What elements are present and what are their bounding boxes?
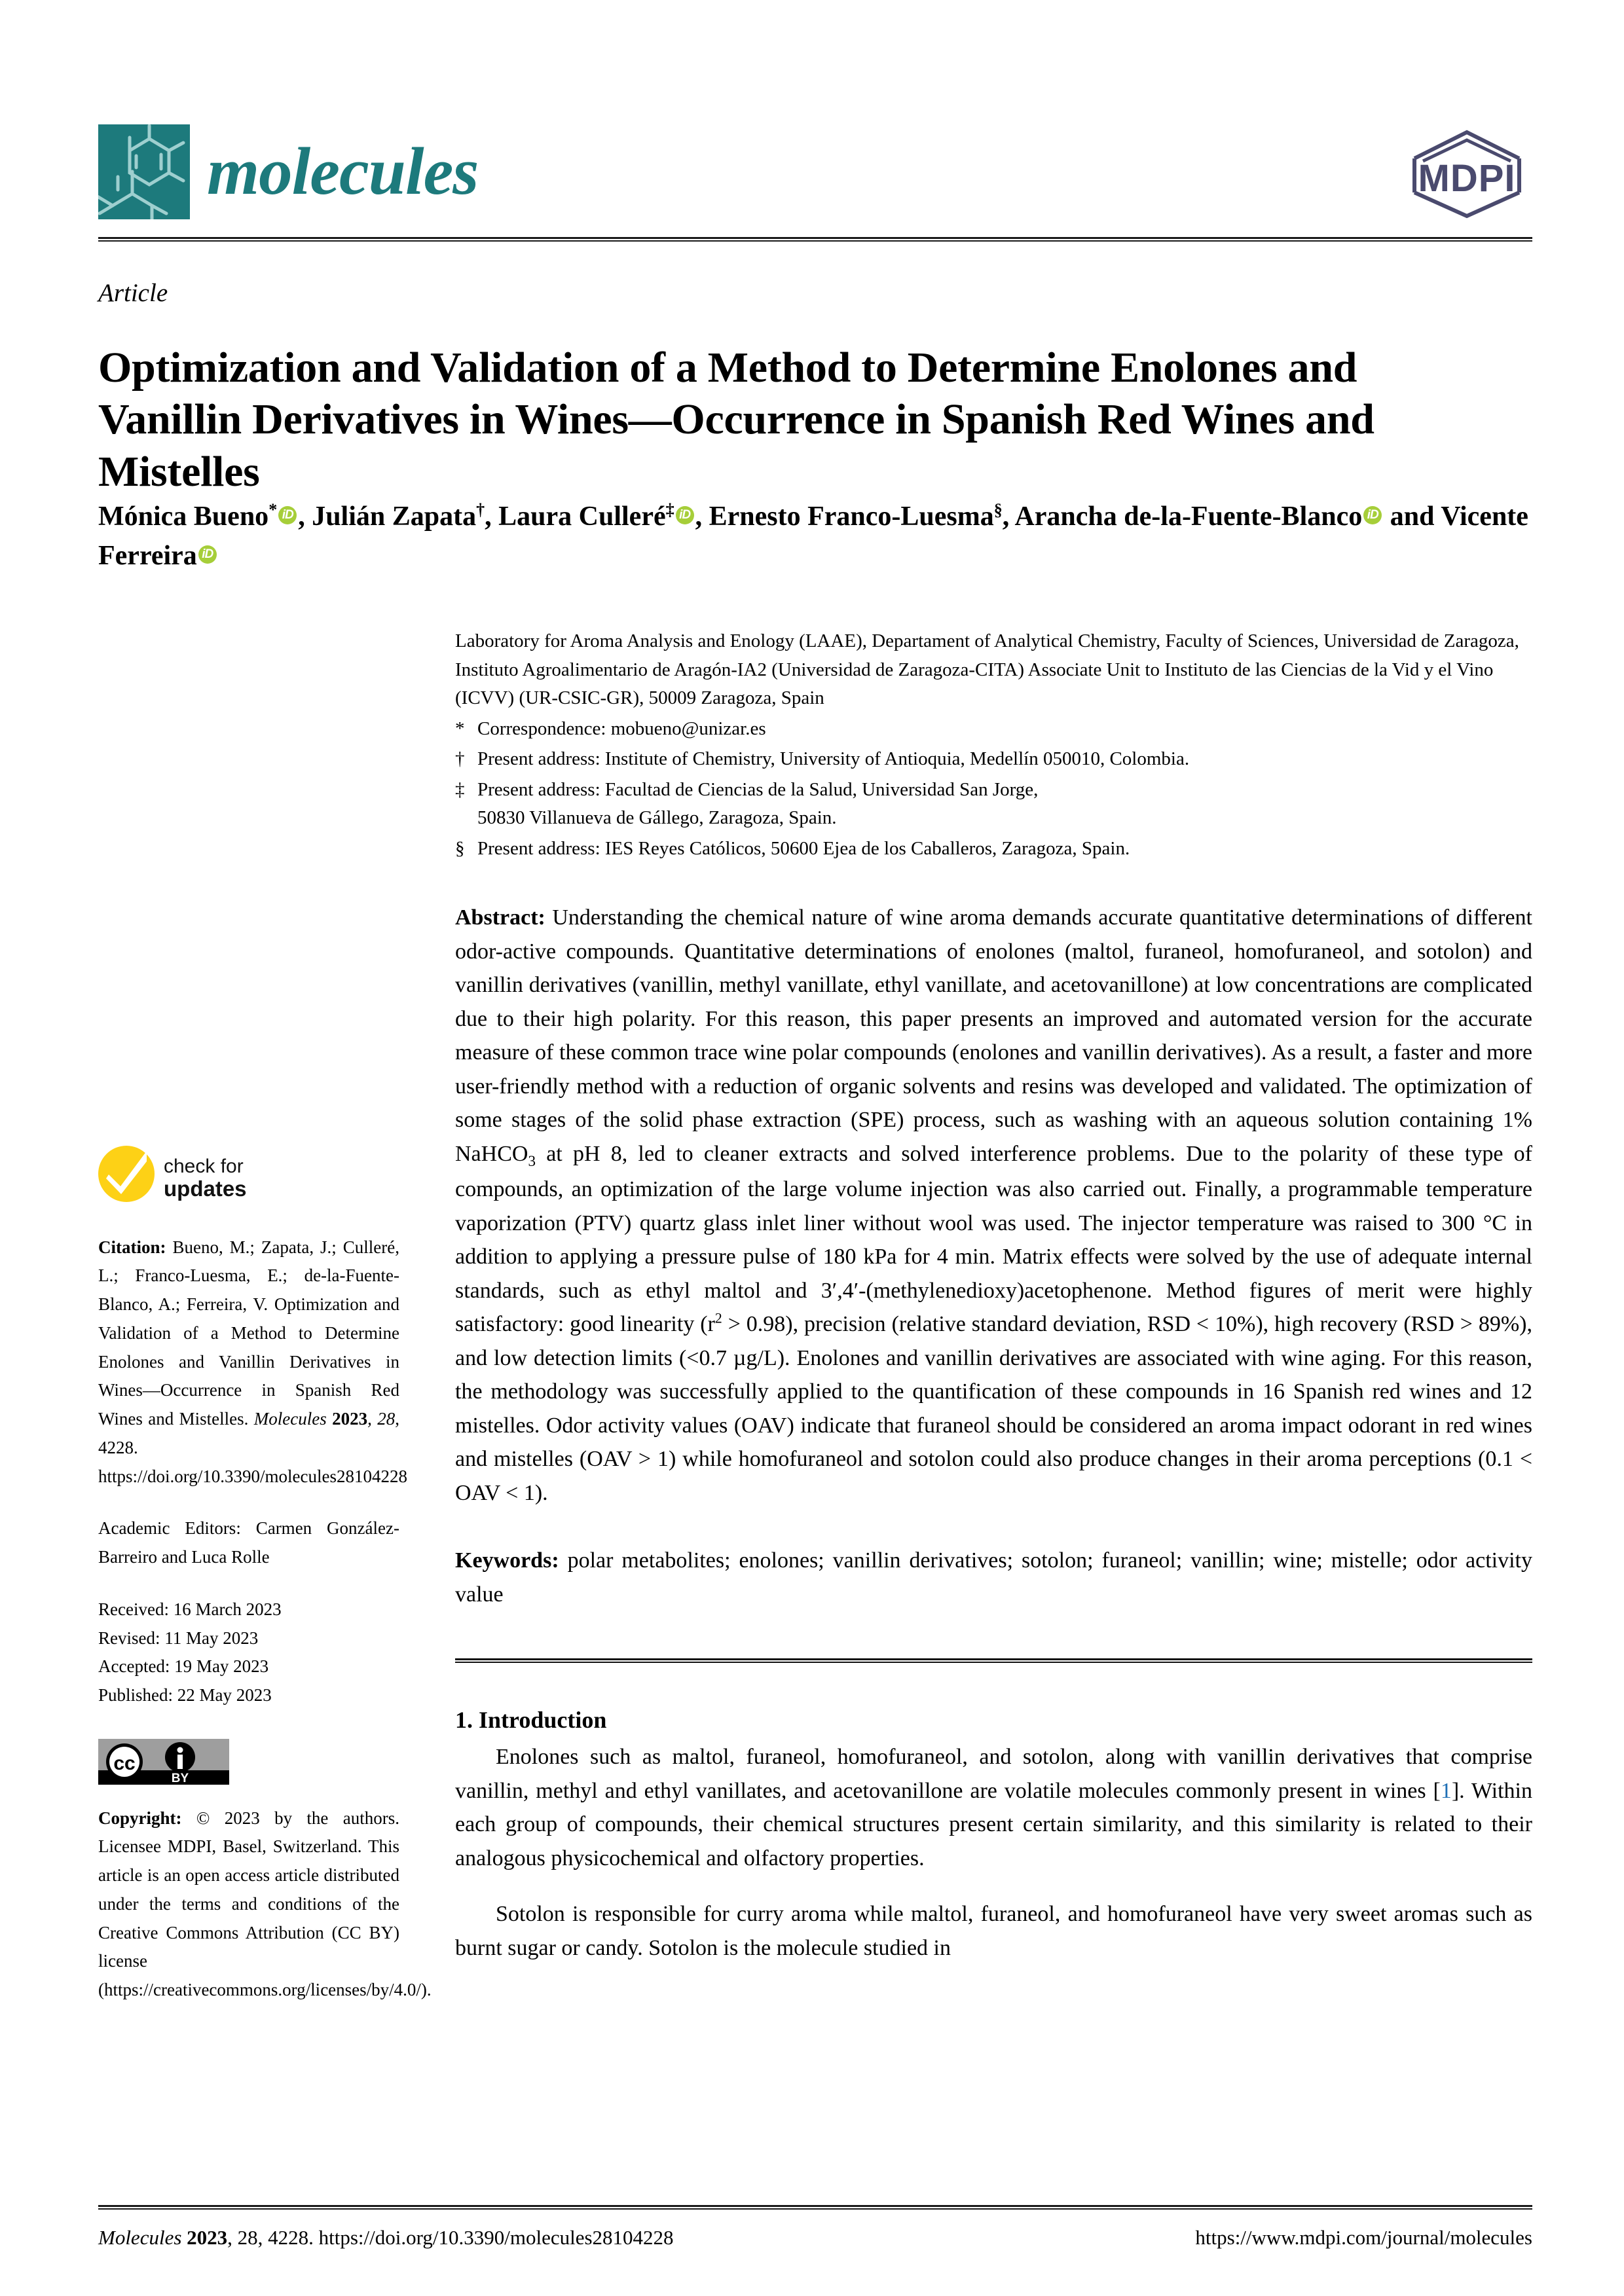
- footer-citation-rest: , 28, 4228. https://doi.org/10.3390/molecules28104228: [227, 2226, 674, 2249]
- author-name: Arancha de-la-Fuente-Blanco: [1014, 501, 1363, 532]
- keywords-section: [455, 1544, 1532, 1611]
- footnote-present-address-2: [455, 776, 1532, 805]
- affiliation-block: [455, 627, 1532, 863]
- footnote-mark: ‡: [455, 778, 465, 800]
- citation-reference-link[interactable]: 1: [1440, 1778, 1452, 1803]
- page-title: Optimization and Validation of a Method to Determine Enolones and Vanillin Derivatives in Wines—Occurrence in Spanish Red Wines and Mistelles: [98, 344, 1375, 496]
- orcid-icon[interactable]: iD: [278, 506, 297, 524]
- date-published: Published: 22 May 2023: [98, 1685, 272, 1705]
- page-header: [98, 124, 1532, 223]
- orcid-icon[interactable]: iD: [676, 506, 694, 524]
- date-received: Received: 16 March 2023: [98, 1599, 282, 1619]
- author-list: Mónica Bueno* iD , Julián Zapata†, Laura Culleré‡ iD , Ernesto Franco-Luesma§, Arancha de-la-Fuente-Blanco iD and Vicente Ferreira iD: [98, 500, 1528, 571]
- copyright-label: Copyright:: [98, 1808, 182, 1828]
- footnote-mark: *: [455, 718, 465, 739]
- cfu-line-1: check for: [164, 1155, 244, 1177]
- abstract-part-2: at pH 8, led to cleaner extracts and solved interference problems. Due to the polarity of these type of compounds, an optimization of the large volume injection was also carried out. Finally, a programmable temperature vaporization (PTV) quartz glass inlet liner without wool was used. The injector temperature was raised to 300 °C in addition to applying a pressure pulse of 180 kPa for 4 min. Matrix effects were solved by the use of adequate internal standards, such as ethyl maltol and 3′,4′-(methylenedioxy)acetophenone. Method figures of merit were highly satisfactory: good linearity (r: [455, 1141, 1532, 1337]
- footnote-text-continued: 50830 Villanueva de Gállego, Zaragoza, Spain.: [477, 807, 837, 828]
- svg-text:BY: BY: [171, 1771, 189, 1785]
- header-divider: [98, 237, 1532, 242]
- footnote-text: Correspondence: mobueno@unizar.es: [477, 718, 766, 739]
- citation-volume: , 28: [367, 1409, 396, 1429]
- abstract-part-3: > 0.98), precision (relative standard deviation, RSD < 10%), high recovery (RSD > 89%), and low detection limits (<0.7 µg/L). Enolones and vanillin derivatives are associated with wine aging. For this reason, the methodology was successfully applied to the quantification of these compounds in 16 Spanish red wines and 12 mistelles. Odor activity values (OAV) indicate that furaneol should be considered an aroma impact odorant in red wines and mistelles (OAV > 1) while homofuraneol and sotolon could also produce changes in their aroma perceptions (0.1 < OAV < 1).: [455, 1312, 1532, 1505]
- keywords-text: polar metabolites; enolones; vanillin derivatives; sotolon; furaneol; vanillin; wine; mistelle; odor activity value: [455, 1548, 1532, 1607]
- footnote-mark: †: [455, 748, 465, 769]
- citation-year: 2023: [326, 1409, 368, 1429]
- author-name: Julián Zapata: [312, 501, 477, 532]
- date-revised: Revised: 11 May 2023: [98, 1628, 259, 1648]
- footnote-present-address-3: [455, 835, 1532, 864]
- footnote-text: Present address: Facultad de Ciencias de la Salud, Universidad San Jorge,: [477, 778, 1039, 800]
- section-heading-introduction: 1. Introduction: [455, 1707, 607, 1734]
- author-marker: *: [268, 500, 278, 519]
- intro-paragraph-1: [455, 1740, 1532, 1875]
- author-marker: †: [476, 500, 485, 519]
- footnote-correspondence: [455, 715, 1532, 744]
- author-name: Mónica Bueno: [98, 501, 269, 532]
- abstract-subscript: 3: [528, 1152, 536, 1170]
- footnote-present-address-1: [455, 745, 1532, 774]
- footer-divider: [98, 2205, 1532, 2210]
- citation-block: [98, 1233, 407, 1491]
- abstract-part-1: Understanding the chemical nature of wine aroma demands accurate quantitative determinations of different odor-active compounds. Quantitative determinations of enolones (maltol, furaneol, homofuraneol, and sotolon) and vanillin derivatives (vanillin, methyl vanillate, ethyl vanillate, and acetovanillone) at low concentrations are complicated due to their high polarity. For this reason, this paper presents an improved and automated version for the accurate measure of these common trace wine polar compounds (enolones and vanillin derivatives). As a result, a faster and more user-friendly method with a reduction of organic solvents and resins was developed and validated. The optimization of some stages of the solid phase extraction (SPE) process, such as washing with an aqueous solution containing 1% NaHCO: [455, 905, 1532, 1166]
- cfu-line-2: updates: [164, 1176, 247, 1201]
- author-name: Vicente Ferreira: [98, 501, 1528, 571]
- citation-authors: Bueno, M.; Zapata, J.; Culleré, L.; Franco-Luesma, E.; de-la-Fuente-Blanco, A.; Ferreira, V. Optimization and Validation of a Method to Determine Enolones and Vanillin Derivatives in Wines—Occurrence in Spanish Red Wines and Mistelles.: [98, 1237, 399, 1429]
- abstract-superscript: 2: [714, 1311, 722, 1326]
- copyright-block: [98, 1804, 432, 2005]
- author-name: Laura Culleré: [498, 501, 666, 532]
- journal-title: molecules: [207, 134, 479, 209]
- svg-text:MDPI: MDPI: [1418, 157, 1516, 200]
- author-marker: ‡: [665, 500, 674, 519]
- molecule-hexagon-icon: [98, 124, 190, 219]
- citation-pages: , 4228.: [98, 1409, 400, 1457]
- footnote-text: Present address: IES Reyes Católicos, 50600 Ejea de los Caballeros, Zaragoza, Spain.: [477, 837, 1130, 859]
- footnote-text: Present address: Institute of Chemistry, University of Antioquia, Medellín 050010, Colombia.: [477, 748, 1190, 769]
- intro-p1-part-b: ]. Within each group of compounds, their chemical structures present certain similarity, and this similarity is related to their analogous physicochemical and olfactory properties.: [455, 1778, 1533, 1870]
- intro-p1-part-a: Enolones such as maltol, furaneol, homofuraneol, and sotolon, along with vanillin derivatives that comprise vanillin, methyl and ethyl vanillates, and acetovanillone are volatile molecules commonly present in wines [: [455, 1745, 1532, 1803]
- article-type-label: Article: [98, 279, 168, 307]
- author-marker: §: [993, 500, 1003, 519]
- authors-conjunction: and: [1390, 501, 1435, 532]
- creative-commons-by-icon[interactable]: [98, 1739, 229, 1785]
- publication-dates: [98, 1595, 399, 1710]
- footnote-mark: §: [455, 837, 465, 859]
- keywords-label: Keywords:: [455, 1548, 559, 1573]
- checkmark-circle-icon: [98, 1146, 155, 1211]
- academic-editors: Academic Editors: Carmen González-Barreiro and Luca Rolle: [98, 1518, 399, 1567]
- mdpi-logo[interactable]: [1401, 127, 1532, 219]
- affiliation-main: Laboratory for Aroma Analysis and Enology (LAAE), Departament of Analytical Chemistry, Faculty of Sciences, Universidad de Zaragoza, Instituto Agroalimentario de Aragón-IA2 (Universidad de Zaragoza-CITA) Associate Unit to Instituto de las Ciencias de la Vid y el Vino (ICVV) (UR-CSIC-GR), 50009 Zaragoza, Spain: [455, 630, 1519, 708]
- abstract-label: Abstract:: [455, 905, 545, 930]
- abstract-section: [455, 901, 1532, 1510]
- orcid-icon[interactable]: iD: [1363, 506, 1382, 524]
- citation-label: Citation:: [98, 1237, 166, 1257]
- date-accepted: Accepted: 19 May 2023: [98, 1656, 269, 1677]
- footer-year: 2023: [181, 2226, 228, 2249]
- citation-journal: Molecules: [253, 1409, 327, 1429]
- footer-citation: [98, 2226, 674, 2250]
- journal-logo[interactable]: [98, 124, 478, 219]
- section-divider: [455, 1658, 1532, 1663]
- citation-doi[interactable]: https://doi.org/10.3390/molecules28104228: [98, 1466, 407, 1486]
- footer-journal-url[interactable]: https://www.mdpi.com/journal/molecules: [1195, 2226, 1532, 2249]
- sidebar: [98, 1146, 432, 2005]
- footer-journal: Molecules: [98, 2226, 182, 2249]
- check-for-updates-text: [164, 1156, 247, 1202]
- copyright-text: © 2023 by the authors. Licensee MDPI, Basel, Switzerland. This article is an open access article distributed under the terms and conditions of the Creative Commons Attribution (CC BY) license (https://creativecommons.org/licenses/by/4.0/).: [98, 1808, 432, 2000]
- check-for-updates-badge[interactable]: [98, 1146, 399, 1211]
- intro-paragraph-2: Sotolon is responsible for curry aroma while maltol, furaneol, and homofuraneol have very sweet aromas such as burnt sugar or candy. Sotolon is the molecule studied in: [455, 1902, 1532, 1960]
- author-name: Ernesto Franco-Luesma: [709, 501, 994, 532]
- svg-text:cc: cc: [113, 1752, 136, 1774]
- page-footer: [98, 2226, 1532, 2250]
- main-column: [455, 627, 1532, 1987]
- orcid-icon[interactable]: iD: [198, 545, 217, 564]
